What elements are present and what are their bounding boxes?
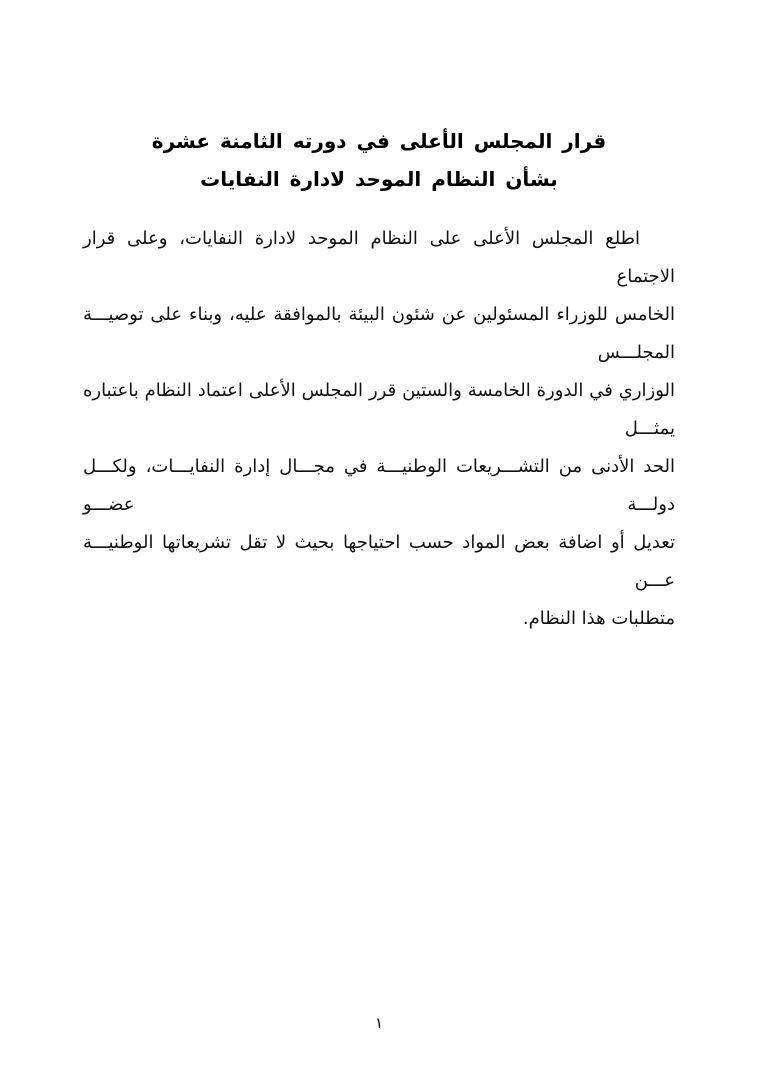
paragraph-line: اطلع المجلس الأعلى على النظام الموحد لادارة النفايات، وعلى قرار الاجتماع [83, 228, 675, 287]
paragraph-line: الوزاري في الدورة الخامسة والستين قرر المجلس الأعلى اعتماد النظام باعتباره يمثـــل [83, 380, 675, 439]
paragraph-line: تعديل أو اضافة بعض المواد حسب احتياجها بحيث لا تقل تشريعاتها الوطنيـــة عـــن [83, 532, 675, 591]
page-number: ١ [374, 1014, 384, 1032]
body-paragraph [83, 220, 675, 638]
title-line-2: بشأن النظام الموحد لادارة النفايات [200, 167, 558, 191]
document-title [0, 122, 758, 198]
paragraph-line: الحد الأدنى من التشـــريعات الوطنيـــة في مجـــال إدارة النفايـــات، ولكـــل دولـــة عضـــو [83, 456, 675, 515]
paragraph-line: متطلبات هذا النظام. [522, 608, 675, 629]
title-line-1: قرار المجلس الأعلى في دورته الثامنة عشرة [151, 129, 607, 153]
paragraph-line: الخامس للوزراء المسئولين عن شئون البيئة بالموافقة عليه، وبناء على توصيـــة المجلـــس [83, 304, 675, 363]
